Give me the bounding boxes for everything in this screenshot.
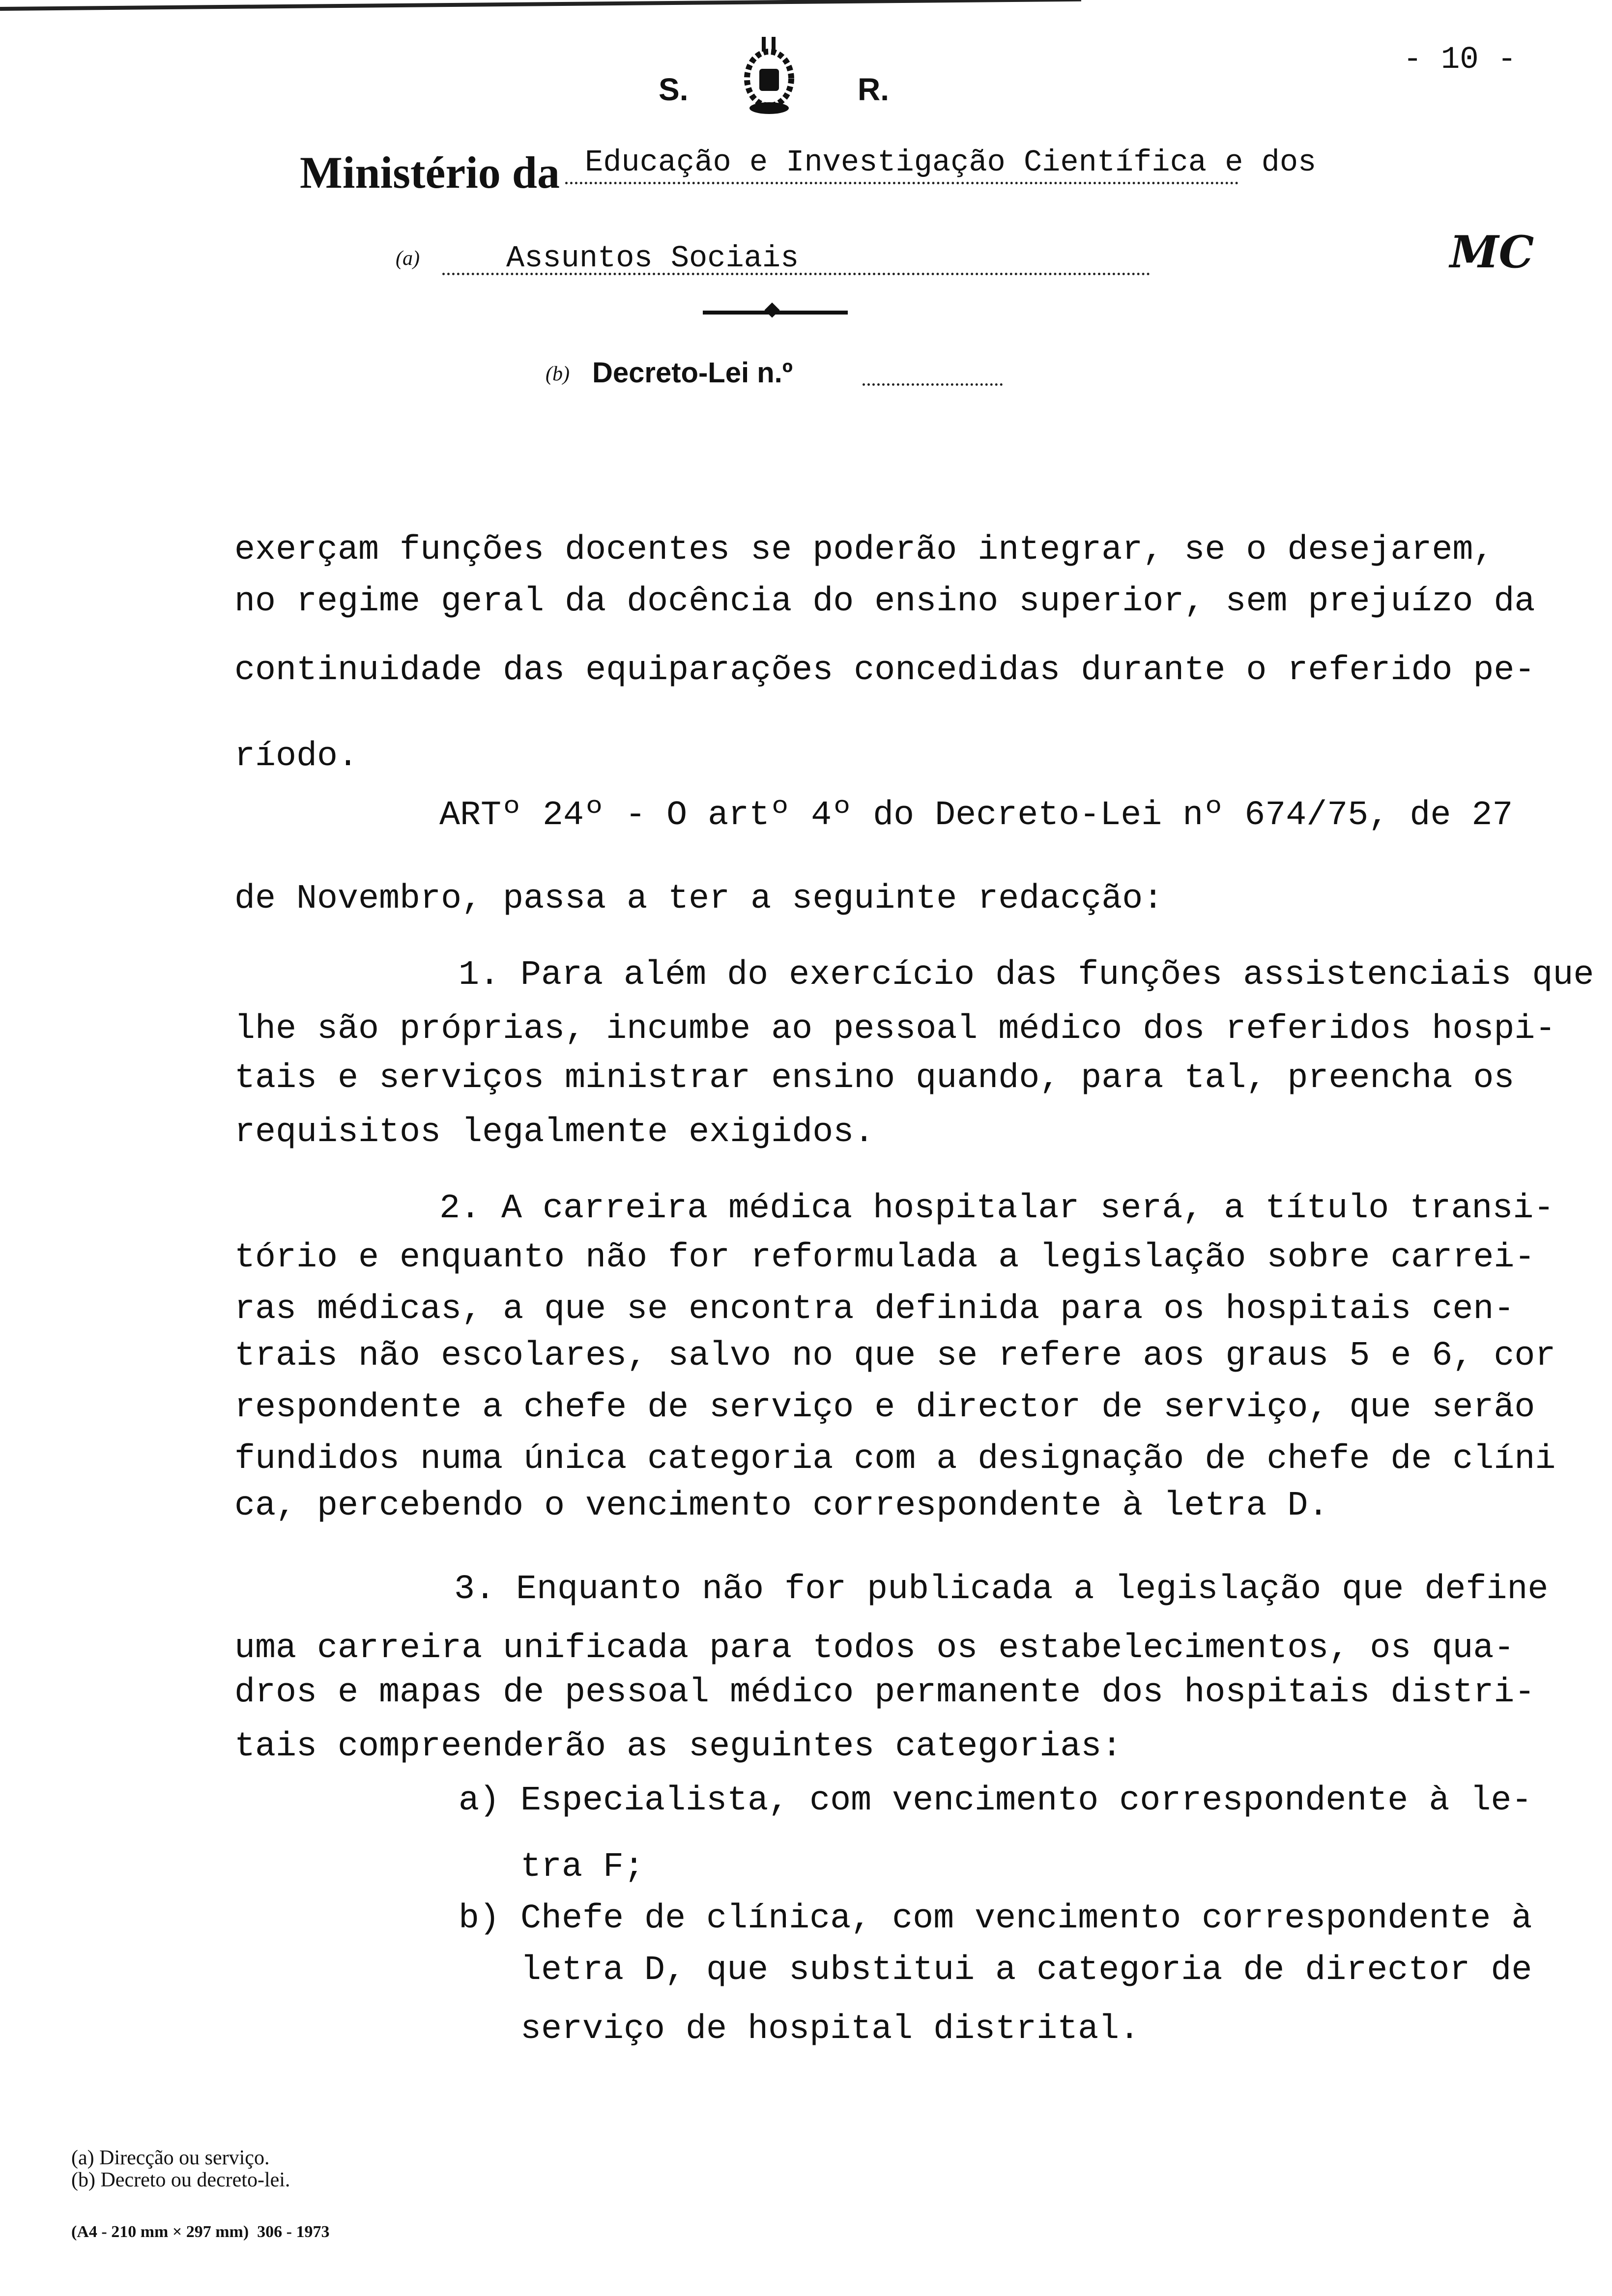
body-line: lhe são próprias, incumbe ao pessoal médico dos referidos hospi- bbox=[234, 1010, 1556, 1049]
page-number: - 10 - bbox=[1403, 42, 1517, 78]
sub-item-b: b) Chefe de clínica, com vencimento correspondente à bbox=[459, 1899, 1532, 1938]
body-line: tório e enquanto não for reformulada a legislação sobre carrei- bbox=[234, 1238, 1535, 1277]
body-line: exerçam funções docentes se poderão integrar, se o desejarem, bbox=[234, 531, 1494, 570]
decree-number-dotted-line bbox=[863, 383, 1003, 386]
header-r-letter: R. bbox=[858, 72, 889, 107]
body-line: serviço de hospital distrital. bbox=[520, 2010, 1140, 2049]
subdivision-name: Assuntos Sociais bbox=[506, 241, 799, 276]
footnote-marker-a: (a) bbox=[396, 247, 420, 270]
body-line: ca, percebendo o vencimento correspondente à letra D. bbox=[234, 1487, 1329, 1525]
body-line: requisitos legalmente exigidos. bbox=[234, 1113, 875, 1152]
ministry-dotted-line bbox=[565, 182, 1238, 184]
form-reference: (A4 - 210 mm × 297 mm) 306 - 1973 bbox=[71, 2223, 330, 2241]
body-line: fundidos numa única categoria com a designação de chefe de clíni bbox=[234, 1440, 1556, 1479]
body-line: respondente a chefe de serviço e director de serviço, que serão bbox=[234, 1388, 1535, 1427]
body-line: dros e mapas de pessoal médico permanente dos hospitais distri- bbox=[234, 1673, 1535, 1712]
handwritten-initials: MC bbox=[1450, 226, 1534, 278]
ministry-name: Educação e Investigação Científica e dos bbox=[585, 145, 1317, 180]
decree-label: Decreto-Lei n.º bbox=[592, 357, 793, 389]
item-2-line: 2. A carreira médica hospitalar será, a título transi- bbox=[439, 1189, 1554, 1228]
body-line: ras médicas, a que se encontra definida para os hospitais cen- bbox=[234, 1290, 1515, 1329]
body-line: tais e serviços ministrar ensino quando, para tal, preencha os bbox=[234, 1059, 1515, 1098]
body-line: de Novembro, passa a ter a seguinte redacção: bbox=[234, 880, 1164, 918]
coat-of-arms-emblem bbox=[732, 34, 806, 118]
body-line: uma carreira unificada para todos os estabelecimentos, os qua- bbox=[234, 1629, 1515, 1668]
footnote-a: (a) Direcção ou serviço. bbox=[71, 2147, 270, 2169]
body-line: no regime geral da docência do ensino superior, sem prejuízo da bbox=[234, 582, 1535, 621]
footnote-marker-b: (b) bbox=[546, 363, 570, 385]
body-line: continuidade das equiparações concedidas durante o referido pe- bbox=[234, 651, 1535, 690]
footnote-b: (b) Decreto ou decreto-lei. bbox=[71, 2169, 290, 2191]
body-line: letra D, que substitui a categoria de director de bbox=[520, 1951, 1532, 1990]
scan-edge-line bbox=[0, 0, 1081, 11]
header-s-letter: S. bbox=[659, 72, 689, 107]
item-3-line: 3. Enquanto não for publicada a legislação que define bbox=[454, 1570, 1549, 1609]
ornamental-divider bbox=[703, 311, 848, 315]
body-line: ríodo. bbox=[234, 737, 359, 776]
article-heading: ARTº 24º - O artº 4º do Decreto-Lei nº 674/75, de 27 bbox=[439, 796, 1513, 835]
ministry-prefix: Ministério da bbox=[300, 147, 560, 198]
body-line: tra F; bbox=[520, 1848, 645, 1887]
body-line: trais não escolares, salvo no que se refere aos graus 5 e 6, cor bbox=[234, 1337, 1556, 1376]
item-1-line: 1. Para além do exercício das funções assistenciais que bbox=[459, 956, 1594, 995]
sub-item-a: a) Especialista, com vencimento correspondente à le- bbox=[459, 1781, 1532, 1820]
body-line: tais compreenderão as seguintes categorias: bbox=[234, 1727, 1123, 1766]
